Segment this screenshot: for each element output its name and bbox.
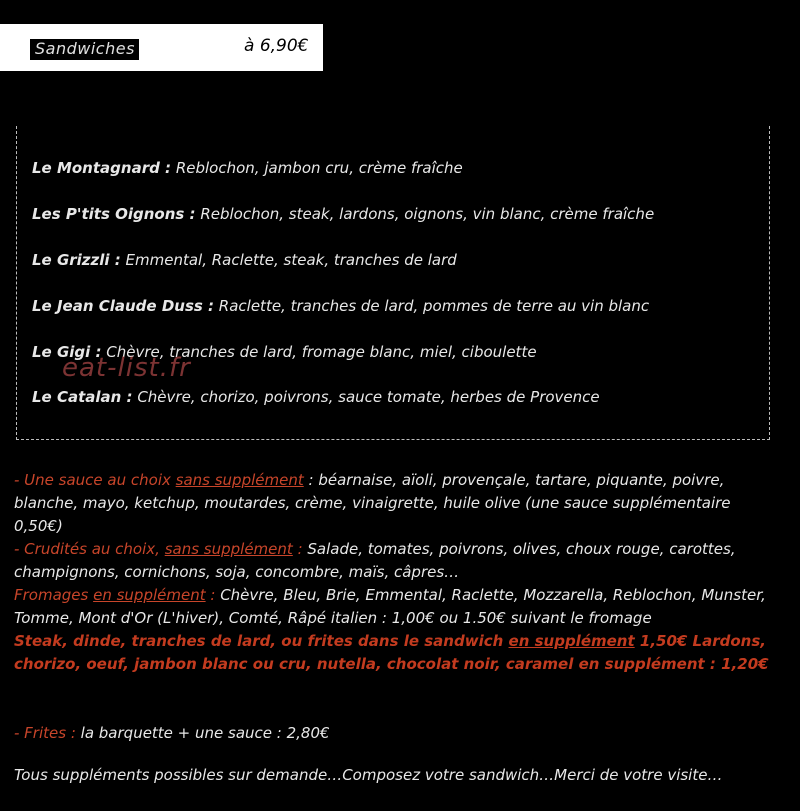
sandwich-description: Reblochon, steak, lardons, oignons, vin blanc, crème fraîche bbox=[195, 205, 655, 223]
frites-note bbox=[14, 724, 330, 742]
sauce-free-link[interactable]: sans supplément bbox=[175, 471, 304, 489]
fromages-note bbox=[14, 584, 774, 630]
sandwich-item bbox=[32, 159, 463, 177]
watermark: eat-list.fr bbox=[62, 353, 191, 383]
sandwich-name: Le Gigi : bbox=[32, 343, 102, 361]
sandwich-name: Les P'tits Oignons : bbox=[32, 205, 196, 223]
fromages-colon: : bbox=[205, 586, 216, 604]
supplements-notes bbox=[14, 469, 774, 676]
sandwich-menu bbox=[16, 126, 770, 440]
header-price: à 6,90€ bbox=[244, 36, 309, 56]
sandwich-name: Le Montagnard : bbox=[32, 159, 172, 177]
header-title: Sandwiches bbox=[30, 39, 139, 60]
sandwich-description: Chèvre, tranches de lard, fromage blanc, miel, ciboulette bbox=[101, 343, 537, 361]
sauce-label: - Une sauce au choix bbox=[14, 471, 176, 489]
crudites-note bbox=[14, 538, 774, 584]
crudites-colon: : bbox=[292, 540, 303, 558]
sandwich-item bbox=[32, 251, 457, 269]
sandwich-item bbox=[32, 205, 654, 223]
sandwich-name: Le Catalan : bbox=[32, 388, 133, 406]
crudites-free-link[interactable]: sans supplément bbox=[164, 540, 293, 558]
sandwich-description: Reblochon, jambon cru, crème fraîche bbox=[171, 159, 463, 177]
extras-label: Steak, dinde, tranches de lard, ou frites dans le sandwich bbox=[14, 632, 509, 650]
frites-price: la barquette + une sauce : 2,80€ bbox=[75, 724, 330, 742]
sandwich-name: Le Jean Claude Duss : bbox=[32, 297, 215, 315]
fromages-label: Fromages bbox=[14, 586, 94, 604]
crudites-options: Salade, tomates, poivrons, olives, choux rouge, carottes, champignons, cornichons, soja, concombre, maïs, câpres… bbox=[14, 540, 736, 581]
header-box bbox=[0, 24, 323, 71]
fromages-options: Chèvre, Bleu, Brie, Emmental, Raclette, Mozzarella, Reblochon, Munster, Tomme, Mont d'Or (L'hiver), Comté, Râpé italien : 1,00€ ou 1.50€ suivant le fromage bbox=[14, 586, 766, 627]
extras-note bbox=[14, 630, 774, 676]
crudites-label: - Crudités au choix, bbox=[14, 540, 165, 558]
sandwich-description: Raclette, tranches de lard, pommes de terre au vin blanc bbox=[214, 297, 650, 315]
fromages-extra-link[interactable]: en supplément bbox=[93, 586, 206, 604]
sandwich-item bbox=[32, 388, 600, 406]
sauce-options: : béarnaise, aïoli, provençale, tartare, piquante, poivre, blanche, mayo, ketchup, moutardes, crème, vinaigrette, huile olive (une sauce supplémentaire 0,50€) bbox=[14, 471, 731, 535]
sauce-note bbox=[14, 469, 774, 538]
sandwich-name: Le Grizzli : bbox=[32, 251, 121, 269]
sandwich-item bbox=[32, 297, 649, 315]
frites-label: - Frites : bbox=[14, 724, 76, 742]
sandwich-description: Emmental, Raclette, steak, tranches de lard bbox=[120, 251, 457, 269]
sandwich-description: Chèvre, chorizo, poivrons, sauce tomate, herbes de Provence bbox=[132, 388, 600, 406]
extras-options: 1,50€ Lardons, chorizo, oeuf, jambon blanc ou cru, nutella, chocolat noir, caramel en supplément : 1,20€ bbox=[14, 632, 769, 673]
footer-message: Tous suppléments possibles sur demande…Composez votre sandwich…Merci de votre visite… bbox=[14, 766, 723, 784]
extras-link[interactable]: en supplément bbox=[508, 632, 635, 650]
